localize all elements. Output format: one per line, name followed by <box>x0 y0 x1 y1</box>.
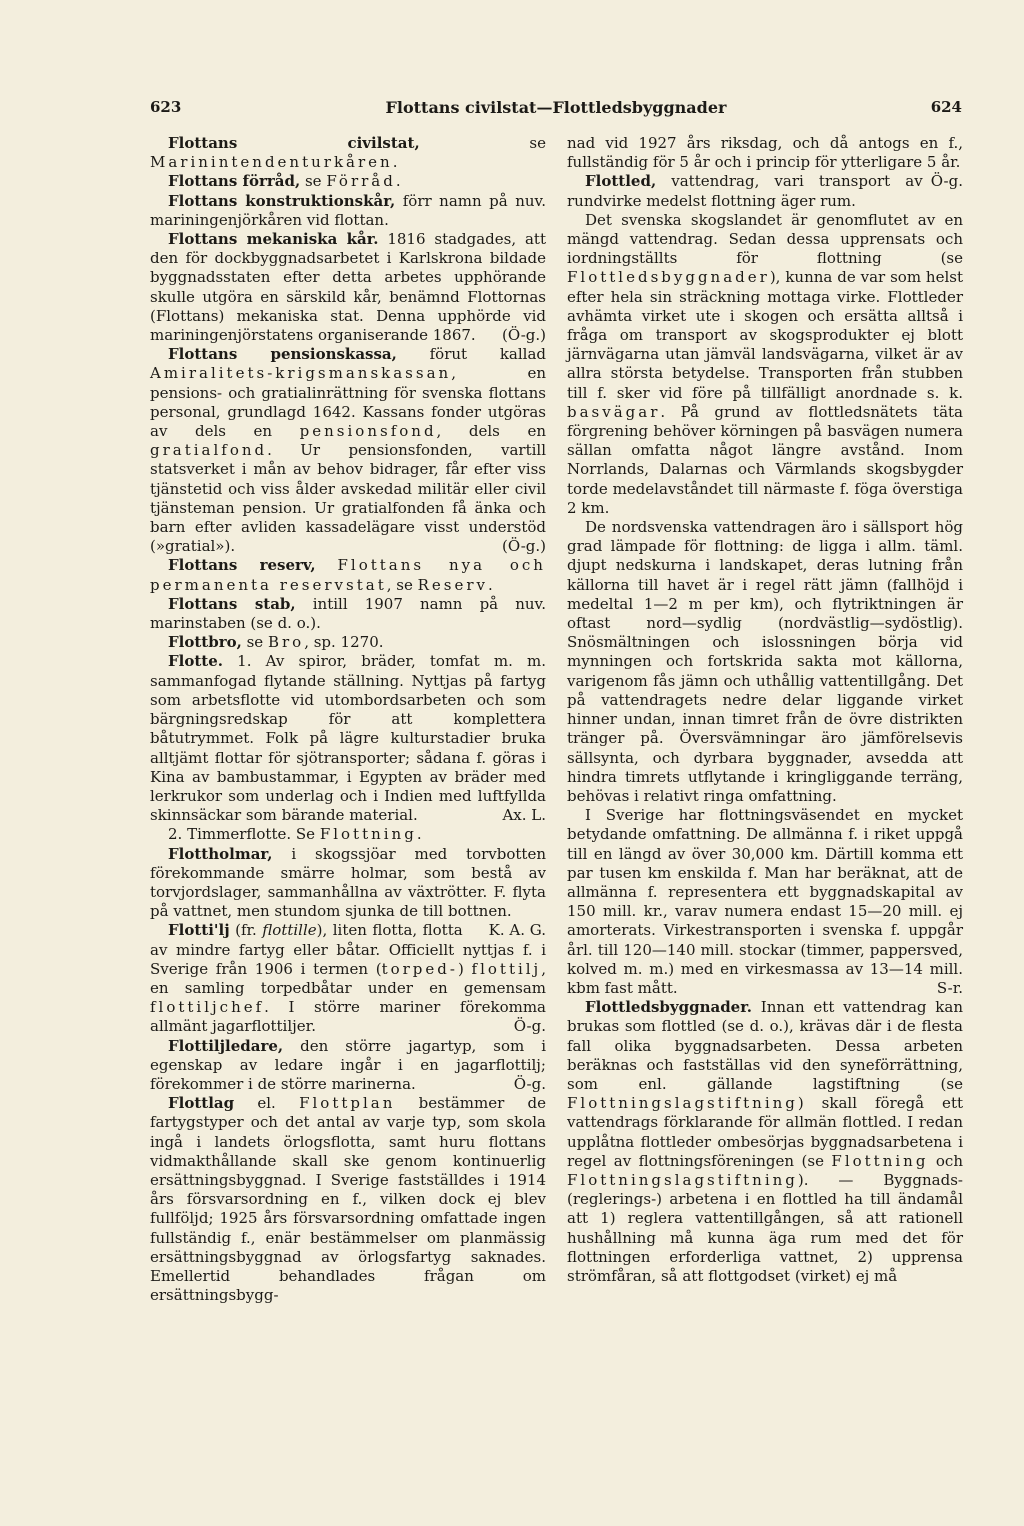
entry-text: 2. Timmerflotte. Se <box>168 825 320 844</box>
entry-text: se <box>241 633 268 652</box>
cross-reference: Förråd <box>326 172 396 191</box>
running-head: Flottans civilstat—Flottledsbyggnader <box>385 98 727 117</box>
headword: Flottled, <box>585 172 657 191</box>
headword: Flotti'lj <box>168 921 230 940</box>
headword: Flottans civilstat, <box>168 134 420 152</box>
page-number-right: 624 <box>930 98 962 116</box>
entry-flottiljledare <box>150 1037 546 1095</box>
entry-text: 1. Av spiror, bräder, tomfat m. m. sammanfogad flytande ställning. Nyttjas på fartyg som arbetsflotte vid utombordsarbeten och som bärgningsredskap för att komplettera båtutrymmet. Folk på lägre kulturstadier bruka alltjämt flottar för sjötransporter; sådana f. göras i Kina av bambustammar, i Egypten av bräder med lerkrukor som underlag och i Indien med luftfyllda skinnsäckar som bärande material. <box>150 652 546 825</box>
entry-text: ) <box>457 959 472 978</box>
entry-flottans-konstruktionskar <box>150 192 546 230</box>
cross-reference: Marinintendenturkåren <box>150 153 393 172</box>
cross-reference: Flottningslagstiftning <box>567 1094 798 1113</box>
entry-text: el. <box>234 1094 300 1113</box>
author-signature: (Ö-g.) <box>502 537 546 556</box>
headword: Flottans pensionskassa, <box>168 345 397 364</box>
entry-text: . <box>392 153 398 172</box>
cross-reference: flottiljchef <box>150 998 265 1017</box>
flottled-paragraph-1 <box>567 211 963 518</box>
entry-text: . <box>488 575 493 594</box>
entry-text: De nordsvenska vattendragen äro i sällsport hög grad lämpade för flottning: de ligga i allm. täml. djupt nedskurna i landskapet, deras lutning från källorna till havet är i regel rätt jämn (fallhöjd i medeltal 1—2 m per km), och flytriktningen är oftast nord—sydlig (nordvästlig—sydöstlig). Snösmältningen och islossningen börja vid mynningen och fortskrida sakta mot källorna, varigenom fås jämn och uthållig vattentillgång. Det på vattendragets nedre delar liggande virket hinner undan, innan timret från de övre distrikten tränger på. Översvämningar äro jämförelsevis sällsynta, och dyrbara byggnader, avsedda att hindra timrets utflytande i kringliggande terräng, behövas i relativt ringa omfattning. <box>567 518 963 805</box>
entry-text: . På grund av flottledsnätets täta förgrening behöver körningen på basvägen numera sällan omfatta något längre avstånd. Inom Norrlands, Dalarnas och Värmlands skogsbygder torde medelavståndet till närmaste f. föga överstiga 2 km. <box>567 402 963 517</box>
entry-text: och <box>928 1151 963 1170</box>
entry-flottans-mekaniska-kar <box>150 230 546 345</box>
cross-reference: torped- <box>381 959 458 978</box>
cross-reference: Flottning <box>831 1151 929 1170</box>
entry-flotte-sense-2 <box>150 825 546 844</box>
entry-text: ). — Byggnads- (reglerings-) arbetena i en flottled ha till ändamål att 1) reglera vattentillgången, så att rationell hushållning må kunna äga rum med det för flottningen erforderliga vattnet, 2) upprensa strömfåran, så att flottgodset (virket) ej må <box>567 1170 963 1285</box>
entry-text: bestämmer de fartygstyper och det antal av varje typ, som skola ingå i landets örlogsflotta, samt huru flottans vidmakthållande skall ske genom kontinuerlig ersättningsbyggnad. I Sverige fastställdes i 1914 års försvarsordning en f., vilken dock ej blev fullföljd; 1925 års försvarsordning omfattade ingen fullständig f., enär bestämmelser om planmässig ersättningsbyggnad av örlogsfartyg saknades. Emellertid behandlades frågan om ersättningsbygg- <box>150 1094 546 1305</box>
author-signature: (Ö-g.) <box>502 326 546 345</box>
entry-text: ), kunna de var som helst efter hela sin sträckning mottaga virke. Flottleder avhämta virket ute i skogen och ersätta alltså i fråga om transport av skogsprodukter ej blott järnvägarna utan jämväl landsvägarna, vilket är av allra största betydelse. Transporten från stubben till f. sker vid före på tillfälligt anordnade s. k. <box>567 268 963 402</box>
headword: Flottans stab, <box>168 594 296 613</box>
entry-text <box>316 556 338 574</box>
entry-text: vattendrag, vari transport av rundvirke medelst flottning äger rum. <box>567 172 923 210</box>
entry-text: , en samling torpedbåtar under en gemensam <box>150 959 546 997</box>
author-signature: Ö-g. <box>930 172 963 191</box>
entry-text: den större jagartyp, som i egenskap av ledare ingår i en jagarflottilj; förekommer i de större marinerna. <box>150 1036 546 1093</box>
right-column <box>567 134 963 1286</box>
headword: Flottans mekaniska kår. <box>168 230 379 249</box>
entry-text: ) skall föregå ett vattendrags förklarande för allmän flottled. I redan upplåtna flottleder ombesörjas byggnadsarbetena i regel av flottningsföreningen (se <box>567 1094 963 1170</box>
headword: Flottiljledare, <box>168 1036 284 1055</box>
entry-flottled <box>567 172 963 210</box>
headword: Flottlag <box>168 1094 235 1113</box>
cross-reference: Flottningslagstiftning <box>567 1170 798 1189</box>
flottled-paragraph-3 <box>567 806 963 998</box>
entry-flottans-reserv <box>150 556 546 594</box>
entry-flottans-civilstat <box>150 134 546 172</box>
entry-text: i skogssjöar med torvbotten förekommande smärre holmar, som bestå av torvjordslager, sammanhållna av växtrötter. F. flyta på vattnet, men stundom sjunka de till bottnen. <box>150 844 546 921</box>
headword: Flottans konstruktionskår, <box>168 191 396 210</box>
author-signature: S-r. <box>936 978 963 997</box>
entry-text: , se <box>386 575 418 594</box>
headword: Flottholmar, <box>168 844 273 863</box>
page-number-left: 623 <box>150 98 182 116</box>
headword: Flottans reserv, <box>168 556 316 575</box>
entry-text: nad vid 1927 års riksdag, och då antogs en f., fullständig för 5 år och i princip för ytterligare 5 år. <box>567 134 963 172</box>
cross-reference: Flottans nya och permanenta reservstat <box>150 556 546 594</box>
entry-flotte <box>150 652 546 825</box>
entry-text: I Sverige har flottningsväsendet en mycket betydande omfattning. De allmänna f. i riket uppgå till en längd av över 30,000 km. Därtill komma ett par tusen km enskilda f. Man har beräknat, att de allmänna f. representera ett byggnadskapital av 150 mill. kr., varav numera endast 15—20 mill. ej amorterats. Virkestransporten i svenska f. uppgår årl. till 120—140 mill. stockar (timmer, pappersved, kolved m. m.) med en virkesmassa av 13—14 mill. kbm fast mått. <box>567 806 963 997</box>
headword: Flotte. <box>168 652 223 671</box>
cross-reference: Reserv <box>417 575 488 594</box>
left-column <box>150 134 546 1305</box>
flottled-paragraph-2 <box>567 518 963 806</box>
entry-flottbro <box>150 633 546 652</box>
entry-text: 1816 stadgades, att den för dockbyggnadsarbetet i Karlskrona bildade byggnadsstaten efter detta arbetes upphörande skulle utgöra en särskild kår, benämnd Flottornas (Flottans) mekaniska stat. Denna upphörde vid mariningenjörstatens organiserande 1867. <box>150 230 546 345</box>
cross-reference: Bro <box>267 633 305 652</box>
entry-text: Innan ett vattendrag kan brukas som flottled (se d. o.), krävas där i de flesta fall olika byggnadsarbeten. Dessa arbeten beräknas och fastställas vid den syneförrättning, som enl. gällande lagstiftning (se <box>567 998 963 1093</box>
cross-reference: basvägar <box>567 402 661 421</box>
author-signature: Ax. L. <box>502 806 546 825</box>
entry-flottans-pensionskassa <box>150 345 546 556</box>
headword: Flottans förråd, <box>168 172 301 191</box>
entry-flottledsbyggnader <box>567 998 963 1286</box>
entry-text: se <box>419 134 546 152</box>
cross-reference: Flottning <box>319 825 417 844</box>
cross-reference: flottilj <box>471 959 542 978</box>
entry-text: . <box>416 825 422 844</box>
author-signature: Ö-g. <box>513 1074 546 1093</box>
cross-reference: Flottledsbyggnader <box>567 268 770 287</box>
entry-text: se <box>300 172 327 191</box>
author-signature: Ö-g. <box>513 1017 546 1036</box>
cross-reference: gratialfond <box>150 441 268 460</box>
entry-text: , sp. 1270. <box>304 633 384 652</box>
entry-text: Det svenska skogslandet är genomflutet av en mängd vattendrag. Sedan dessa upprensats och iordningställts för flottning (se <box>567 210 963 268</box>
headword: Flottbro, <box>168 633 242 652</box>
cross-reference: pensionsfond <box>299 422 437 441</box>
entry-text: förr namn på nuv. mariningenjörkåren vid flottan. <box>150 191 546 229</box>
entry-text: intill 1907 namn på nuv. marinstaben (se d. o.). <box>150 594 546 633</box>
entry-text: . Ur pensionsfonden, vartill statsverket i mån av behov bidrager, får efter viss tjänstetid och viss ålder avskedad militär eller civil tjänsteman pension. Ur gratialfonden få änka och barn efter avliden kassadelägare visst understöd (»gratial»). <box>150 441 546 556</box>
entry-text: , en pensions- och gratialinrättning för svenska flottans personal, grundlagd 1642. Kassans fonder utgöras av dels en <box>150 364 546 441</box>
entry-text: . <box>395 172 401 191</box>
entry-text: ), liten flotta, flotta av mindre fartyg eller båtar. Officiellt nyttjas f. i Sverige från 1906 i termen ( <box>150 921 546 978</box>
entry-text: (fr. <box>229 921 263 940</box>
entry-flottans-stab <box>150 595 546 633</box>
entry-flottans-forrad <box>150 172 546 191</box>
page-header <box>150 98 962 120</box>
entry-text: , dels en <box>436 422 546 441</box>
etymology: flottille <box>262 921 317 940</box>
author-signature: K. A. G. <box>488 921 546 940</box>
cross-reference: Flottplan <box>299 1094 396 1113</box>
entry-text: förut kallad <box>396 345 546 364</box>
entry-flottlag <box>150 1094 546 1305</box>
headword: Flottledsbyggnader. <box>585 998 752 1017</box>
entry-text: . I större mariner förekomma allmänt jagarflottiljer. <box>150 998 546 1036</box>
cross-reference: Amiralitets-krigsmanskassan <box>150 364 452 383</box>
